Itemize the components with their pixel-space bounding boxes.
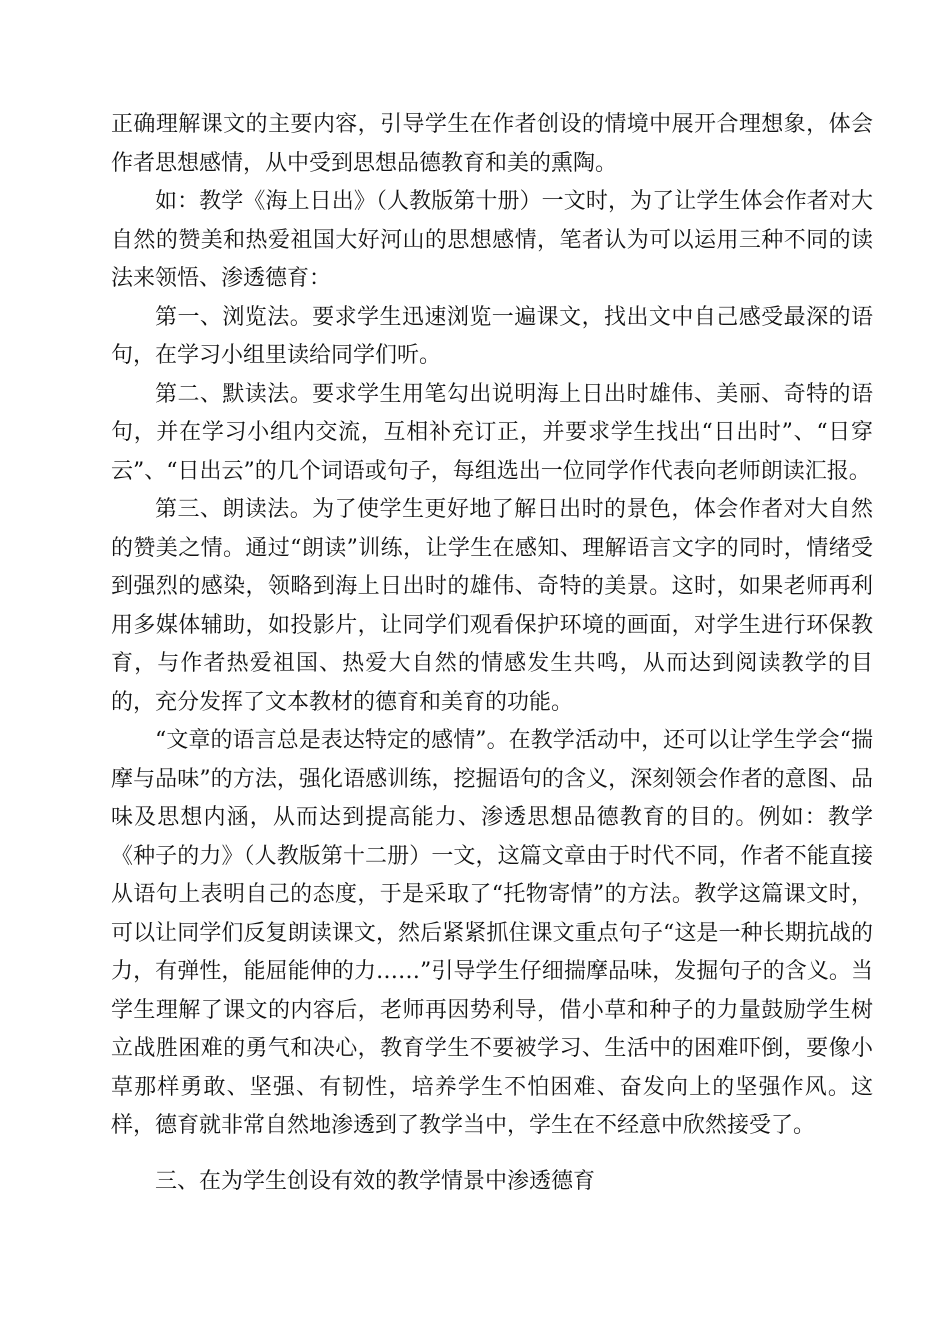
paragraph-continuation: 正确理解课文的主要内容，引导学生在作者创设的情境中展开合理想象，体会作者思想感情，从中受到思想品德教育和美的熏陶。 — [111, 112, 873, 176]
paragraph-language-emotion: “文章的语言总是表达特定的感情”。在教学活动中，还可以让学生学会“揣摩与品味”的方法，强化语感训练，挖掘语句的含义，深刻领会作者的意图、品味及思想内涵，从而达到提高能力、渗透思想品德教育的目的。例如：教学《种子的力》（人教版第十二册）一文，这篇文章由于时代不同，作者不能直接从语句上表明自己的态度，于是采取了“托物寄情”的方法。教学这篇课文时，可以让同学们反复朗读课文，然后紧紧抓住课文重点句子“这是一种长期抗战的力，有弹性，能屈能伸的力……”引导学生仔细揣摩品味，发掘句子的含义。当学生理解了课文的内容后，老师再因势利导，借小草和种子的力量鼓励学生树立战胜困难的勇气和决心，教育学生不要被学习、生活中的困难吓倒，要像小草那样勇敢、坚强、有韧性，培养学生不怕困难、奋发向上的坚强作风。这样，德育就非常自然地渗透到了教学当中，学生在不经意中欣然接受了。 — [111, 728, 873, 1138]
document-page — [111, 106, 873, 1201]
paragraph-method-browse: 第一、浏览法。要求学生迅速浏览一遍课文，找出文中自己感受最深的语句，在学习小组里读给同学们听。 — [111, 304, 873, 368]
section-heading: 三、在为学生创设有效的教学情景中渗透德育 — [155, 1168, 596, 1194]
paragraph-example-intro: 如：教学《海上日出》（人教版第十册）一文时，为了让学生体会作者对大自然的赞美和热爱祖国大好河山的思想感情，笔者认为可以运用三种不同的读法来领悟、渗透德育： — [111, 189, 873, 291]
paragraph-method-reading-aloud: 第三、朗读法。为了使学生更好地了解日出时的景色，体会作者对大自然的赞美之情。通过“朗读”训练，让学生在感知、理解语言文字的同时，情绪受到强烈的感染，领略到海上日出时的雄伟、奇特的美景。这时，如果老师再利用多媒体辅助，如投影片，让同学们观看保护环境的画面，对学生进行环保教育，与作者热爱祖国、热爱大自然的情感发生共鸣，从而达到阅读教学的目的，充分发挥了文本教材的德育和美育的功能。 — [111, 497, 873, 715]
paragraph-method-silent-reading: 第二、默读法。要求学生用笔勾出说明海上日出时雄伟、美丽、奇特的语句，并在学习小组内交流，互相补充订正，并要求学生找出“日出时”、“日穿云”、“日出云”的几个词语或句子，每组选出一位同学作代表向老师朗读汇报。 — [111, 381, 873, 484]
